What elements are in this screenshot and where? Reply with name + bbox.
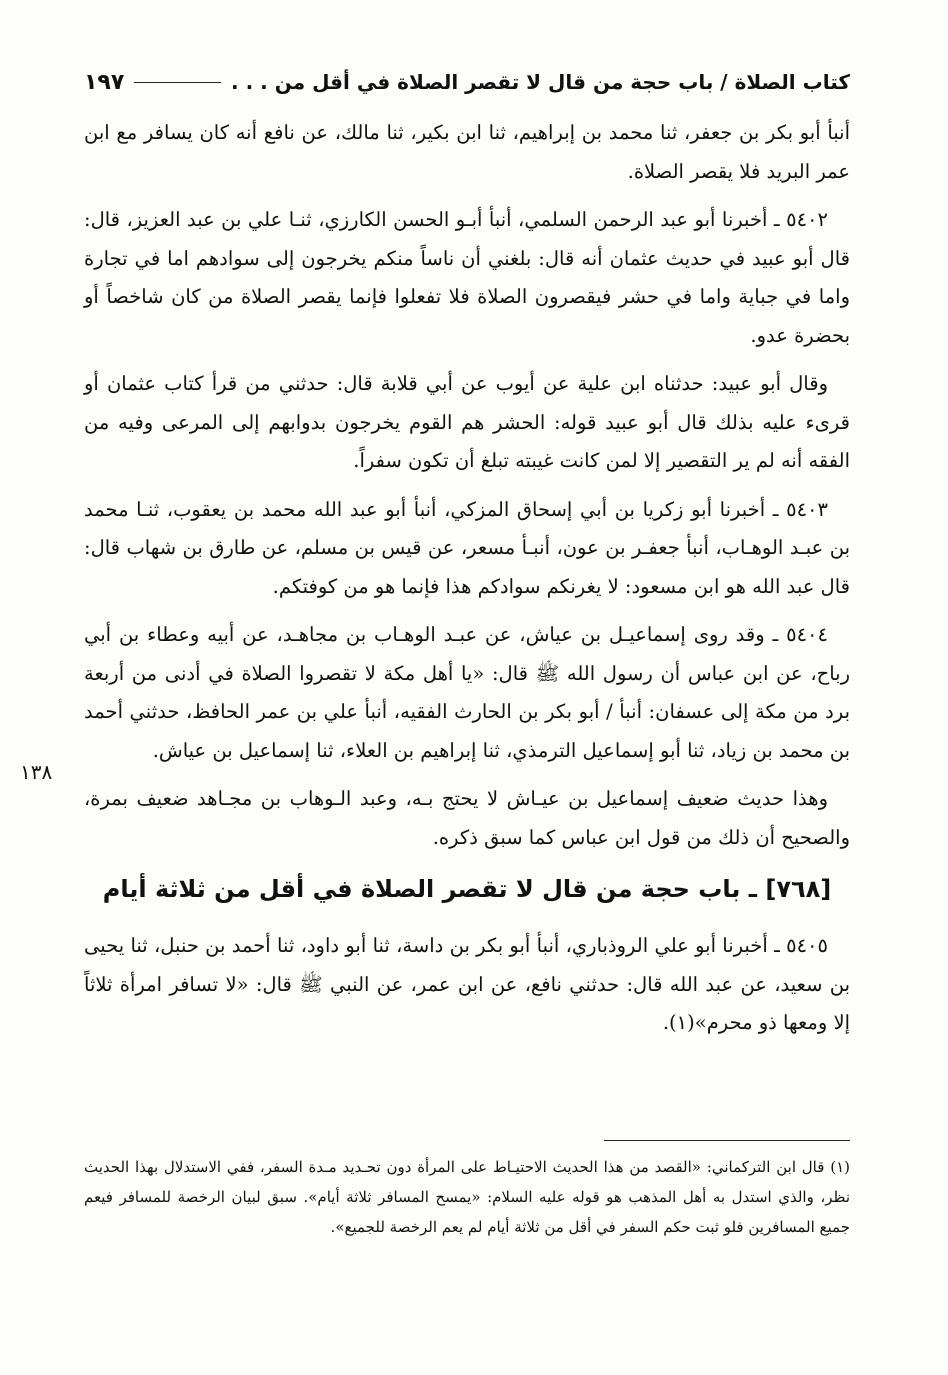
paragraph: ٥٤٠٢ ـ أخبرنا أبو عبد الرحمن السلمي، أنبأ أبـو الحسن الكارزي، ثنـا علي بن عبد العزيز، قال: قال أبو عبيد في حديث عثمان أنه قال: بلغني أن ناساً منكم يخرجون إلى سوادهم اما في تجارة واما في جباية واما في حشر فيقصرون الصلاة فلا تفعلوا فإنما يقصر الصلاة من كان شاخصاً أو بحضرة عدو. <box>84 208 850 347</box>
footnote-rule <box>604 1140 850 1141</box>
paragraph: ٥٤٠٣ ـ أخبرنا أبو زكريا بن أبي إسحاق المزكي، أنبأ أبو عبد الله محمد بن يعقوب، ثنـا محمد بن عبـد الوهـاب، أنبأ جعفـر بن عون، أنبـأ مسعر، عن قيس بن مسلم، عن طارق بن شهاب قال: قال عبد الله هو ابن مسعود: لا يغرنكم سوادكم هذا فإنما هو من كوفتكم. <box>84 497 850 598</box>
page-number: ١٩٧ <box>84 69 125 95</box>
main-text <box>84 114 850 1053</box>
paragraph: أنبأ أبو بكر بن جعفر، ثنا محمد بن إبراهيم، ثنا ابن بكير، ثنا مالك، عن نافع أنه كان يسافر مع ابن عمر البريد فلا يقصر الصلاة. <box>84 121 850 183</box>
paragraph: ٥٤٠٤ ـ وقد روى إسماعيـل بن عياش، عن عبـد الوهـاب بن مجاهـد، عن أبيه وعطاء بن أبي رباح، عن ابن عباس أن رسول الله ﷺ قال: «يا أهل مكة لا تقصروا الصلاة في أدنى من أربعة برد من مكة إلى عسفان: أنبأ / أبو بكر بن الحارث الفقيه، أنبأ علي بن عمر الحافظ، حدثني أحمد بن محمد بن زياد، ثنا أبو إسماعيل الترمذي، ثنا إبراهيم بن العلاء، ثنا إسماعيل بن عياش. <box>84 623 850 762</box>
footnote: (١) قال ابن التركماني: «القصد من هذا الحديث الاحتيـاط على المرأة دون تحـديد مـدة السفر، ففي الاستدلال بهذا الحديث نظر، والذي استدل به أهل المذهب هو قوله عليه السلام: «يمسح المسافر ثلاثة أيام». سبق لبيان الرخصة للمسافر فيعم جميع المسافرين فلو ثبت حكم السفر في أقل من ثلاثة أيام لم يعم الرخصة للجميع». <box>84 1158 850 1236</box>
header-title: كتاب الصلاة / باب حجة من قال لا تقصر الصلاة في أقل من . . . <box>231 70 850 94</box>
running-header <box>84 62 850 102</box>
margin-page-reference: ١٣٨ <box>20 760 53 784</box>
chapter-heading: [٧٦٨] ـ باب حجة من قال لا تقصر الصلاة في أقل من ثلاثة أيام <box>102 875 832 903</box>
paragraph: وقال أبو عبيد: حدثناه ابن علية عن أيوب عن أبي قلابة قال: حدثني من قرأ كتاب عثمان أو قرىء عليه بذلك قال أبو عبيد قوله: الحشر هم القوم يخرجون بدوابهم إلى المرعى وفيه من الفقه أنه لم ير التقصير إلا لمن كانت غيبته تبلغ أن تكون سفراً. <box>84 372 850 472</box>
paragraph: ٥٤٠٥ ـ أخبرنا أبو علي الروذباري، أنبأ أبو بكر بن داسة، ثنا أبو داود، ثنا أحمد بن حنبل، ثنا يحيى بن سعيد، عن عبد الله قال: حدثني نافع، عن ابن عمر، عن النبي ﷺ قال: «لا تسافر امرأة ثلاثاً إلا ومعها ذو محرم»(١). <box>84 934 850 1034</box>
header-rule <box>134 82 221 83</box>
paragraph: وهذا حديث ضعيف إسماعيل بن عيـاش لا يحتج بـه، وعبد الـوهاب بن مجـاهد ضعيف بمرة، والصحيح أن ذلك من قول ابن عباس كما سبق ذكره. <box>84 787 850 849</box>
